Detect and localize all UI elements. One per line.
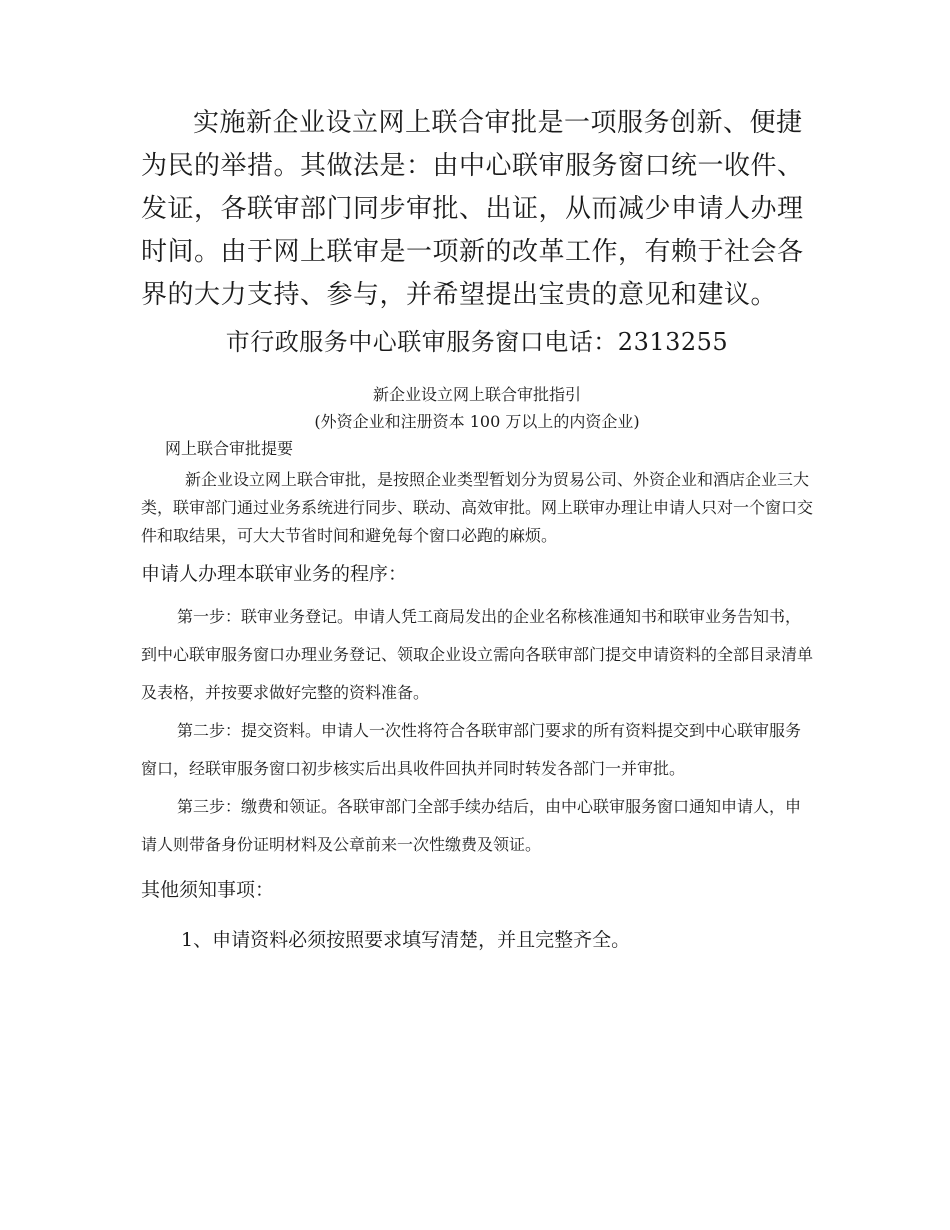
- procedure-step-1: 第一步：联审业务登记。申请人凭工商局发出的企业名称核准通知书和联审业务告知书，到中心联审服务窗口办理业务登记、领取企业设立需向各联审部门提交申请资料的全部目录清单及表格，并按要求做好完整的资料准备。: [141, 607, 814, 702]
- notes-heading: 其他须知事项：: [141, 879, 275, 901]
- note-item-1: 1、申请资料必须按照要求填写清楚，并且完整齐全。: [181, 929, 631, 951]
- intro-paragraph: 实施新企业设立网上联合审批是一项服务创新、便捷为民的举措。其做法是：由中心联审服务窗口统一收件、发证，各联审部门同步审批、出证，从而减少申请人办理时间。由于网上联审是一项新的改革工作，有赖于社会各界的大力支持、参与，并希望提出宝贵的意见和建议。: [141, 108, 804, 310]
- guide-subtitle: (外资企业和注册资本 100 万以上的内资企业): [314, 412, 640, 431]
- procedure-step-3: 第三步：缴费和领证。各联审部门全部手续办结后，由中心联审服务窗口通知申请人，申请人则带备身份证明材料及公章前来一次性缴费及领证。: [141, 797, 802, 854]
- procedure-steps: [141, 598, 813, 864]
- procedure-step-2: 第二步：提交资料。申请人一次性将符合各联审部门要求的所有资料提交到中心联审服务窗口，经联审服务窗口初步核实后出具收件回执并同时转发各部门一并审批。: [141, 721, 802, 778]
- summary-heading: 网上联合审批提要: [165, 439, 294, 458]
- guide-title: 新企业设立网上联合审批指引: [372, 385, 581, 404]
- summary-paragraph: 新企业设立网上联合审批，是按照企业类型暂划分为贸易公司、外资企业和酒店企业三大类，联审部门通过业务系统进行同步、联动、高效审批。网上联审办理让申请人只对一个窗口交件和取结果，可大大节省时间和避免每个窗口必跑的麻烦。: [141, 470, 814, 545]
- procedure-heading: 申请人办理本联审业务的程序：: [141, 563, 408, 585]
- contact-phone-line: 市行政服务中心联审服务窗口电话：2313255: [225, 328, 729, 356]
- document-page: [141, 102, 813, 954]
